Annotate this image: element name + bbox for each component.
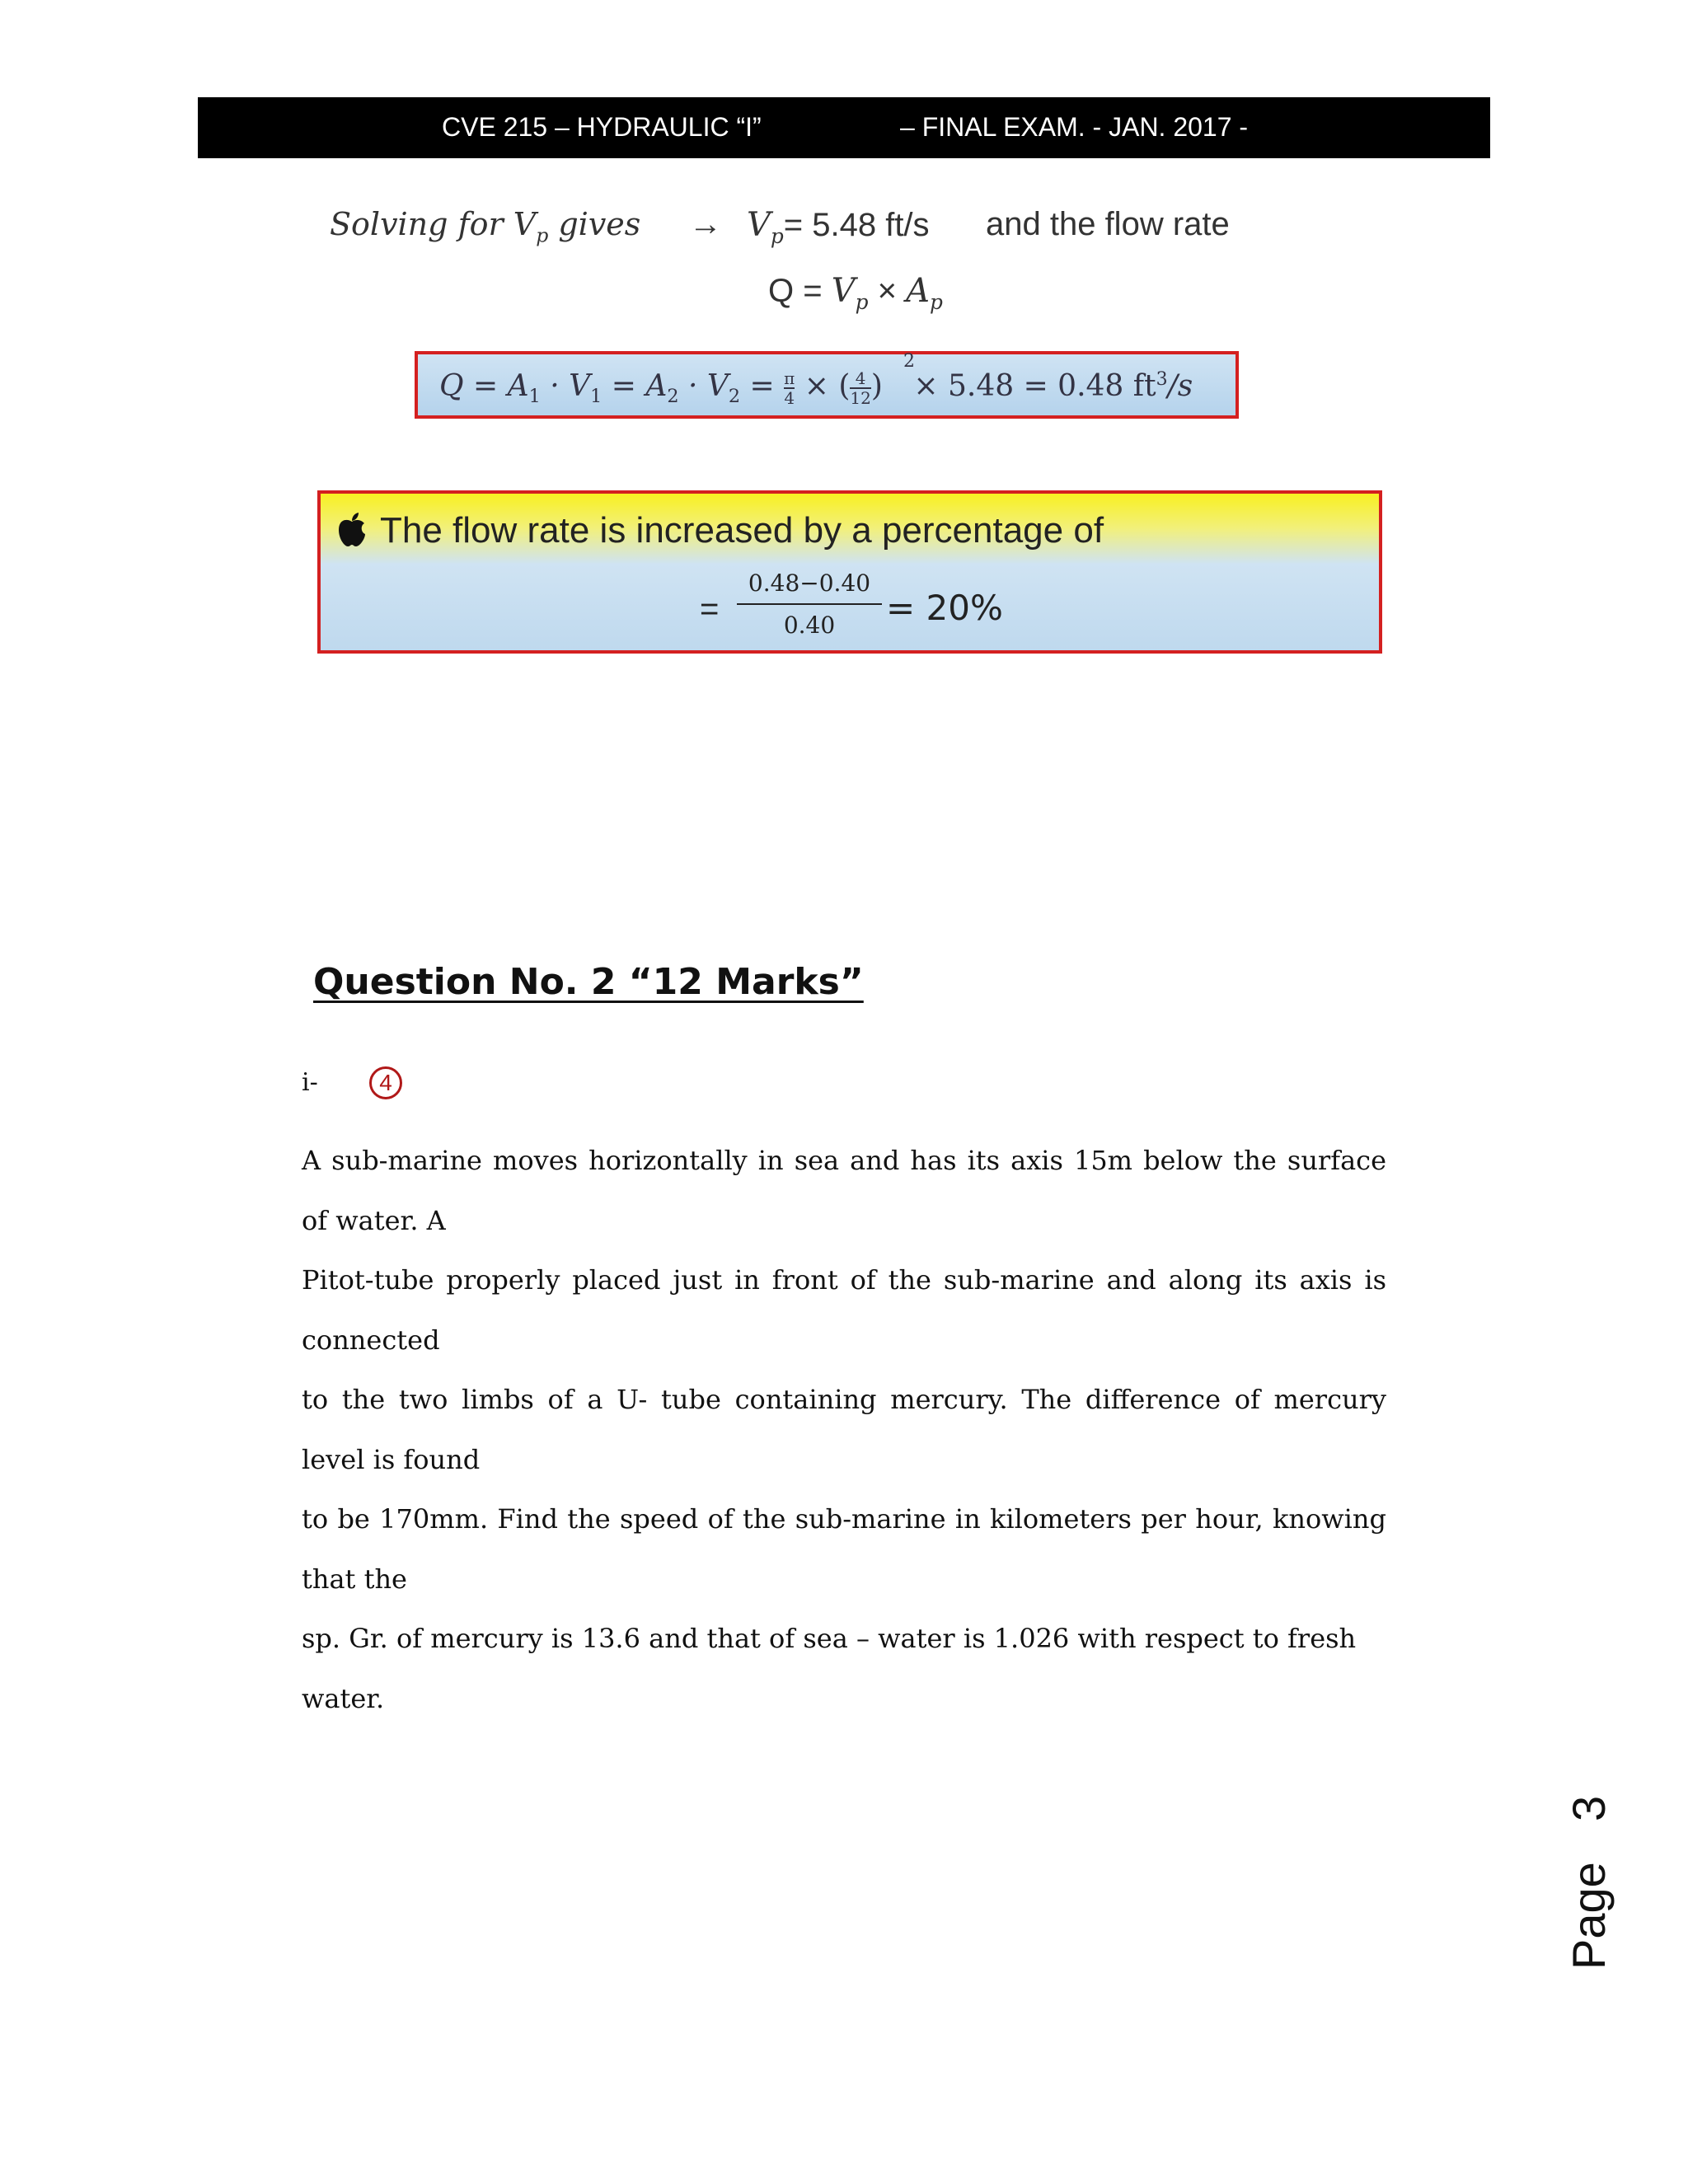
- percentage-result: = 20%: [886, 588, 1003, 628]
- exam-header-bar: [198, 97, 1490, 158]
- problem-line: A sub-marine moves horizontally in sea and has its axis 15m below the surface of water. A: [302, 1145, 1386, 1236]
- squared-exponent: 2: [903, 351, 915, 372]
- page-footer: [1562, 1795, 1620, 1986]
- continuity-formula-box: [415, 351, 1239, 419]
- equals-sign: =: [700, 591, 720, 627]
- part-label: i-: [302, 1068, 318, 1097]
- percentage-fraction: [737, 569, 882, 639]
- fraction-numerator: 0.48−0.40: [737, 569, 882, 605]
- apple-bullet-icon: [335, 512, 368, 548]
- diameter-fraction: $\frac{4}{12}$: [850, 368, 871, 408]
- percentage-title: The flow rate is increased by a percentage of: [380, 510, 1104, 551]
- problem-line: Pitot-tube properly placed just in front of the sub-marine and along its axis is connected: [302, 1264, 1386, 1356]
- flow-rate-equation: $Q = V_p \times A_p$: [768, 272, 943, 314]
- solving-label: Solving for $V_p$ gives: [330, 206, 641, 247]
- page-word: Page: [1563, 1862, 1615, 1970]
- course-title: CVE 215 – HYDRAULIC “I”: [442, 112, 762, 142]
- question-heading: Question No. 2 “12 Marks”: [313, 961, 864, 1003]
- percentage-result-box: [317, 490, 1382, 654]
- problem-statement: [302, 1131, 1386, 1728]
- fraction-denominator: 0.40: [783, 612, 836, 639]
- pi-over-four: $\frac{\pi}{4}$: [784, 368, 795, 408]
- velocity-result: $V_p= 5.48$ ft/s: [747, 206, 930, 248]
- arrow-icon: →: [689, 206, 722, 242]
- problem-line: to the two limbs of a U- tube containing mercury. The difference of mercury level is found: [302, 1384, 1386, 1475]
- exam-title: – FINAL EXAM. - JAN. 2017 -: [900, 112, 1249, 142]
- problem-line: sp. Gr. of mercury is 13.6 and that of sea – water is 1.026 with respect to fresh water.: [302, 1623, 1357, 1714]
- marks-badge: 4: [369, 1066, 402, 1099]
- flow-rate-text: and the flow rate: [986, 206, 1230, 242]
- continuity-formula: $Q = A_1 \cdot V_1 = A_2 \cdot V_2$ = $\frac{\pi}{4}$ × ( $\frac{4}{12}) \times 5.48 = 0.48$ $ft^3/s$: [439, 368, 1193, 408]
- page-number: 3: [1563, 1795, 1615, 1821]
- problem-line: to be 170mm. Find the speed of the sub-marine in kilometers per hour, knowing that the: [302, 1503, 1386, 1595]
